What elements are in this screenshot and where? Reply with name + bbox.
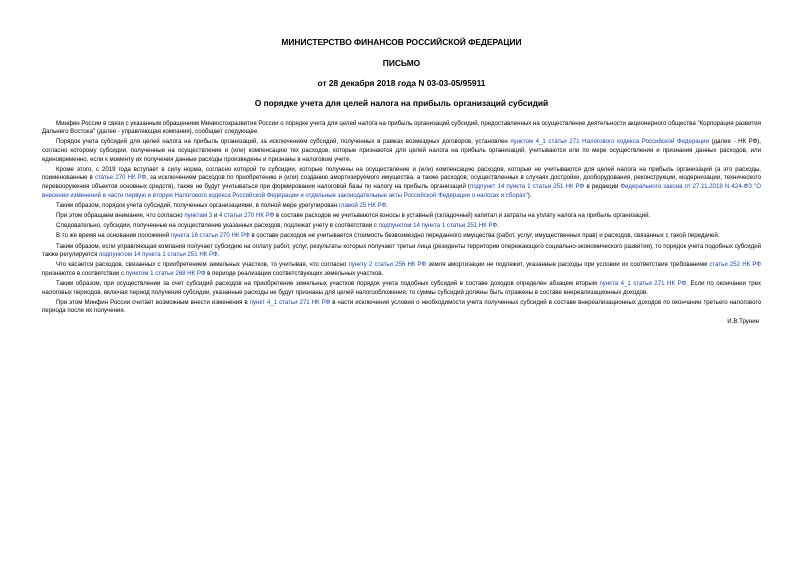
paragraph [42, 299, 761, 316]
paragraph-text: Таким образом, порядок учета субсидий, полученных организациями, в полной мере урегулирован [56, 201, 339, 209]
paragraph-text: . [497, 222, 499, 230]
paragraph-text: При этом Минфин России считает возможным внести изменения в [56, 298, 250, 306]
paragraph-text: Таким образом, при осуществлении за счет субсидий расходов на приобретение земельных участков порядок учета подобных субсидий в составе доходов определен абзацем вторым [56, 280, 600, 288]
legal-reference-link[interactable]: 4 статьи 270 НК РФ [218, 211, 275, 219]
legal-reference-link[interactable]: главой 25 НК РФ [338, 201, 387, 209]
paragraph [42, 232, 761, 241]
paragraph-text: ). [527, 191, 532, 199]
paragraph [42, 212, 761, 221]
legal-reference-link[interactable]: пунктом 1 статьи 268 НК РФ [125, 269, 206, 277]
paragraph [42, 138, 761, 164]
paragraph-text: При этом обращаем внимание, что согласно [56, 211, 185, 219]
legal-reference-link[interactable]: пункта 4_1 статьи 271 НК РФ [599, 280, 687, 288]
paragraph-text: в части исключения условия о необходимости учета полученных субсидий в составе внереализационных доходов по окончании третьего налогового периода после их получения. [42, 298, 761, 315]
document-body [42, 120, 761, 316]
legal-reference-link[interactable]: статье 270 НК РФ [94, 174, 147, 182]
legal-reference-link[interactable]: пунктом 4_1 статьи 271 Налогового кодекса Российской Федерации [510, 138, 709, 146]
legal-reference-link[interactable]: пунктам 3 [184, 211, 213, 219]
paragraph-text: . Если по окончании трех налоговых периодов, включая период получения субсидии, указанные расходы не будут признаны для целей налогообложения, то суммы субсидий должны быть отражены в составе внереализационных доходов. [42, 280, 761, 296]
document-date-number: от 28 декабря 2018 года N 03-03-05/95911 [317, 77, 486, 88]
paragraph-text: . [217, 251, 220, 259]
legal-reference-link[interactable]: подпункт 14 пункта 1 статьи 251 НК РФ [470, 182, 585, 190]
legal-reference-link[interactable]: Федерального закона от 27.11.2018 N 424-ФЗ "О внесении изменений в части первую и вторую Налогового кодекса Российской Федерации и отдельные законодательные акты Российской Федерации о налогах и сборах" [42, 182, 761, 199]
paragraph [42, 261, 761, 278]
paragraph-text: в редакции [584, 182, 621, 190]
paragraph-text: признаются в соответствии с [42, 269, 126, 277]
paragraph [42, 280, 761, 297]
paragraph [42, 166, 761, 200]
paragraph [42, 222, 761, 231]
organization-heading: МИНИСТЕРСТВО ФИНАНСОВ РОССИЙСКОЙ ФЕДЕРАЦИИ [281, 37, 522, 47]
paragraph-text: в составе расходов не учитывается стоимость безвозмездно переданного имущества (работ, услуг, имущественных прав) и расходов, связанных с такой передачей. [249, 232, 720, 240]
paragraph-text: Кроме этого, с 2019 года вступает в силу норма, согласно которой те субсидии, которые получены на осуществление и (или) компенсацию расходов, которые не учитываются для целей налога на прибыль организаций (а это расходы, поименованные в [42, 165, 761, 182]
paragraph-text: . [386, 201, 388, 209]
paragraph-text: Таким образом, если управляющая компания получает субсидию на оплату работ, услуг, результаты которых получают третьи лица (резиденты территории опережающего социально-экономического развития), то порядок учета подобных субсидий также регулируется [42, 242, 761, 259]
legal-reference-link[interactable]: статьи 252 НК РФ [709, 261, 761, 269]
legal-reference-link[interactable]: пункта 16 статьи 270 НК РФ [170, 232, 250, 240]
paragraph-text: Что касается расходов, связанных с приобретением земельных участков, то учитывая, что согласно [56, 261, 349, 269]
paragraph-text: земля амортизации не подлежит, указанные расходы при условии их соответствия требованиям [426, 261, 710, 269]
paragraph [42, 243, 761, 260]
document-type-heading: ПИСЬМО [382, 58, 421, 69]
paragraph-text: Минфин России в связи с указанным обращением Минвостокразвития России о порядке учета для целей налога на прибыль организаций субсидий, предоставленных на осуществление деятельности акционерного общества "Корпорация развития Дальнего Востока" (далее - управляющая компания), сообщает следующее. [42, 119, 761, 136]
paragraph-text: (далее - НК РФ), согласно которому субсидии, полученные на осуществление и (или) компенсацию тех расходов, которые признаются для целей налога на прибыль организаций, учитываются или по мере осуществления и признания данных расходов, или единовременно, если к моменту их получения данные расходы произведены и признаны в налоговом учете. [42, 138, 761, 163]
legal-reference-link[interactable]: подпунктом 14 пункта 1 статьи 251 НК РФ [99, 251, 218, 259]
document-title: О порядке учета для целей налога на прибыль организаций субсидий [254, 98, 549, 109]
paragraph-text: в составе расходов не учитываются взносы в уставный (складочный) капитал и затраты на уплату налога на прибыль организаций. [274, 211, 651, 219]
paragraph-text: В то же время на основании положений [56, 232, 171, 240]
paragraph-text: и [212, 211, 219, 219]
paragraph [42, 202, 761, 211]
paragraph-text: Следовательно, субсидии, полученные на осуществление указанных расходов, подлежат учету в соответствии с [56, 222, 379, 230]
paragraph-text: , за исключением расходов по приобретению и (или) созданию амортизируемого имущества, а также расходов, осуществленных в случаях достройки, дооборудования, реконструкции, модернизации, технического перевооружения объектов основных средств), также не будут учитываться при формировании налоговой базы по налогу на прибыль организаций ( [42, 174, 761, 190]
legal-reference-link[interactable]: подпунктом 14 пункта 1 статьи 251 НК РФ [378, 222, 498, 230]
signature: И.В.Трунин [727, 318, 759, 326]
legal-reference-link[interactable]: пункту 2 статьи 256 НК РФ [348, 261, 427, 269]
paragraph-text: Порядок учета субсидий для целей налога на прибыль организаций, за исключением субсидий, полученных в рамках возмездных договоров, установлен [56, 138, 511, 146]
legal-reference-link[interactable]: пункт 4_1 статьи 271 НК РФ [249, 298, 331, 306]
paragraph [42, 120, 761, 137]
paragraph-text: в периоде реализации соответствующих земельных участков. [205, 269, 384, 277]
